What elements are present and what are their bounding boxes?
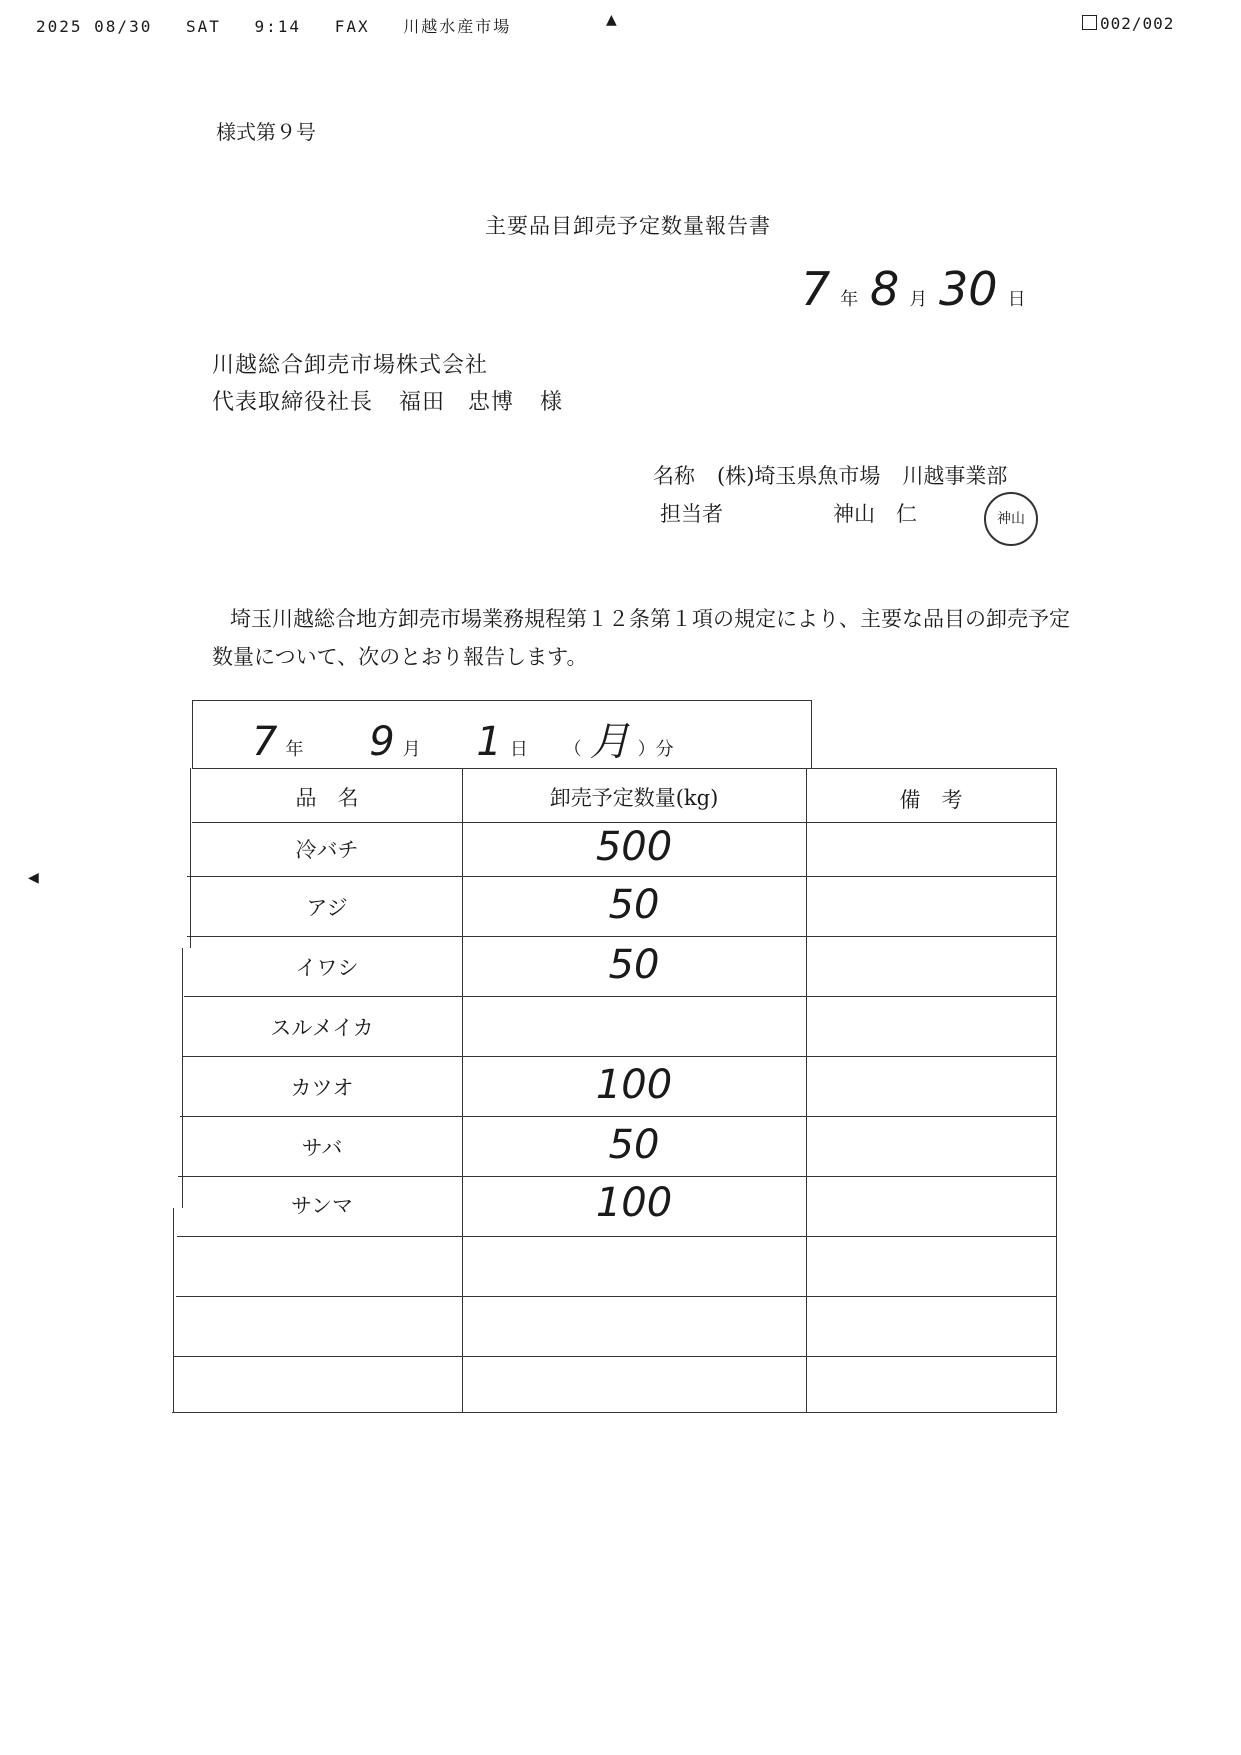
target-date-month: 9 <box>369 719 395 765</box>
form-number: 様式第９号 <box>216 120 316 144</box>
sender-name-label: 名称 <box>653 464 695 488</box>
fax-date: 2025 08/30 <box>36 17 153 36</box>
fax-type: FAX <box>334 17 370 36</box>
target-date-weekday: 月 <box>589 719 630 765</box>
table-row-quantity: 50 <box>608 882 660 928</box>
table-line <box>176 1296 1056 1297</box>
table-row-item: サンマ <box>291 1194 353 1218</box>
table-row-item: スルメイカ <box>270 1016 374 1040</box>
table-row-item: サバ <box>301 1136 343 1160</box>
table-line <box>180 1116 1056 1117</box>
addressee-company: 川越総合卸売市場株式会社 <box>212 353 489 378</box>
table-row-item: カツオ <box>290 1076 354 1100</box>
personal-seal-stamp: 神山 <box>984 492 1038 546</box>
fax-page-count: 002/002 <box>1082 14 1174 33</box>
sender-person-name: 神山 仁 <box>833 502 917 526</box>
table-line <box>192 822 1056 823</box>
fax-day: SAT <box>185 17 221 36</box>
table-row-item: 冷バチ <box>295 838 359 862</box>
report-table <box>172 700 1056 1415</box>
report-date: 7 年 8 月 30 日 <box>801 262 1026 316</box>
table-line <box>182 1056 1056 1057</box>
table-row-quantity: 500 <box>595 824 673 870</box>
addressee-name: 福田 忠博 <box>399 390 515 415</box>
table-line <box>806 768 807 1413</box>
report-date-year: 7 <box>801 262 831 316</box>
header-item-name: 品 名 <box>295 786 359 810</box>
sender-company: (株)埼玉県魚市場 <box>717 464 881 488</box>
addressee-person <box>212 385 589 416</box>
sender-company-line <box>653 460 1029 490</box>
table-line <box>174 1356 1056 1357</box>
report-date-day: 30 <box>939 262 998 316</box>
checkbox-icon <box>1082 15 1097 30</box>
header-remarks: 備 考 <box>899 788 963 812</box>
sender-division: 川越事業部 <box>902 464 1008 488</box>
addressee-honorific: 様 <box>540 390 564 415</box>
table-line <box>173 1208 174 1413</box>
table-line <box>192 700 811 701</box>
table-row-quantity: 100 <box>595 1062 673 1108</box>
table-row-quantity: 50 <box>608 942 660 988</box>
table-line <box>192 700 193 768</box>
table-line <box>184 996 1056 997</box>
table-line <box>178 1176 1056 1177</box>
fax-sender: 川越水産市場 <box>403 17 512 36</box>
header-quantity: 卸売予定数量(kg) <box>549 786 719 810</box>
table-line <box>1056 768 1057 1413</box>
document-title: 主要品目卸売予定数量報告書 <box>485 214 771 238</box>
fax-header <box>36 14 533 37</box>
triangle-marker-icon: ▲ <box>606 12 617 28</box>
table-row-quantity: 50 <box>608 1122 660 1168</box>
report-date-month: 8 <box>870 262 900 316</box>
table-line <box>811 700 812 768</box>
table-row-item: イワシ <box>295 956 359 980</box>
table-row-item: アジ <box>306 896 348 920</box>
fax-time: 9:14 <box>254 17 302 36</box>
addressee-position: 代表取締役社長 <box>212 390 374 415</box>
sender-person-label: 担当者 <box>660 502 723 526</box>
target-date-year: 7 <box>252 719 278 765</box>
table-line <box>192 768 1056 769</box>
table-line <box>187 876 1056 877</box>
sender-person-line <box>660 498 917 528</box>
table-line <box>177 1236 1056 1237</box>
left-marker-icon: ◀ <box>28 870 39 886</box>
target-date-day: 1 <box>476 719 502 765</box>
table-line <box>190 768 191 948</box>
table-line <box>172 1412 1056 1413</box>
table-line <box>187 936 1056 937</box>
body-text: 埼玉川越総合地方卸売市場業務規程第１２条第１項の規定により、主要な品目の卸売予定数量について、次のとおり報告します。 <box>212 607 1070 669</box>
table-row-quantity: 100 <box>595 1180 673 1226</box>
target-date: 7 年 9 月 1 日 （ 月 ）分 <box>252 719 674 765</box>
